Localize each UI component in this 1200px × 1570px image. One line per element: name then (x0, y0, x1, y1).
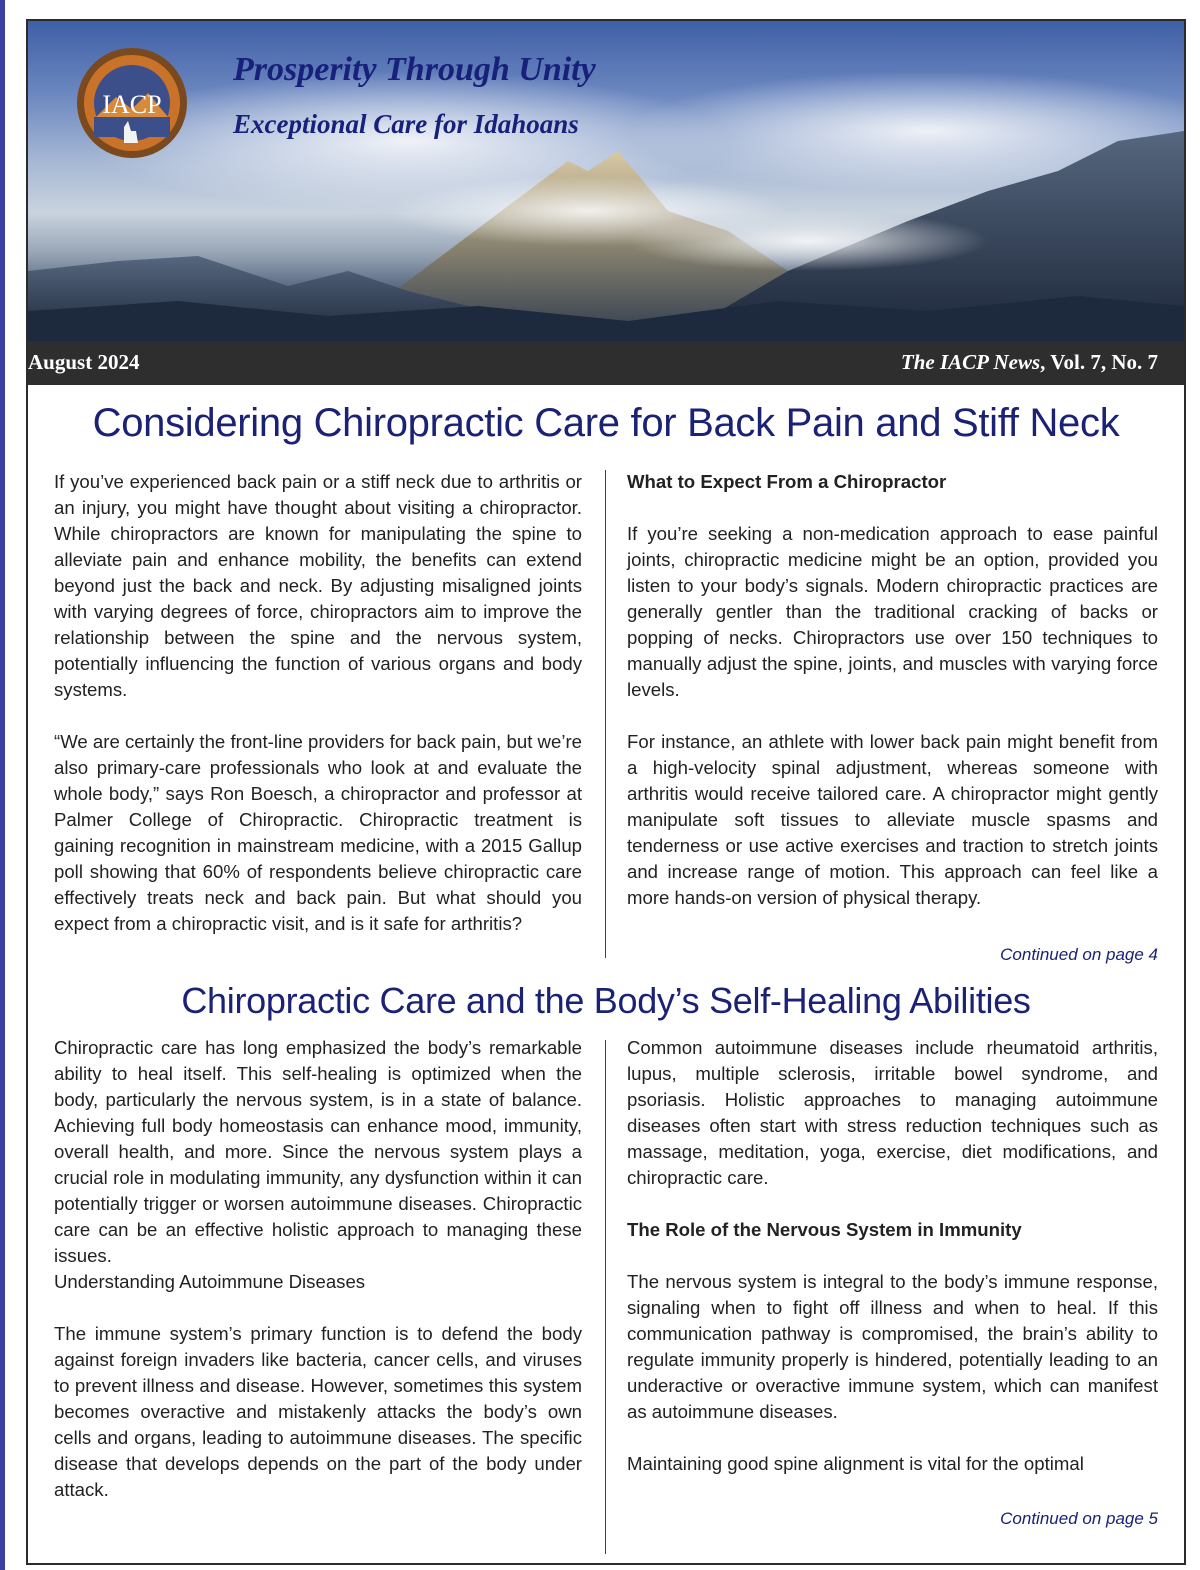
article2-subheading: The Role of the Nervous System in Immunity (627, 1219, 1022, 1240)
article2-subheading: Understanding Autoimmune Diseases (54, 1271, 366, 1292)
slogan-prosperity: Prosperity Through Unity (233, 51, 596, 88)
iacp-logo (76, 47, 188, 159)
slogan-exceptional-care: Exceptional Care for Idahoans (233, 109, 579, 139)
article1-left-column (54, 469, 582, 937)
article2-paragraph: Common autoimmune diseases include rheumatoid arthritis, lupus, multiple sclerosis, irritable bowel syndrome, and psoriasis. Holistic approaches to managing autoimmune diseases often start with stress reduction techniques such as massage, meditation, yoga, exercise, diet modifications, and chiropractic care. (627, 1037, 1158, 1188)
article2-left-column (54, 1035, 582, 1503)
page-edge-bar (0, 0, 5, 1570)
svg-text:IACP: IACP (102, 90, 162, 119)
article1-paragraph: If you’ve experienced back pain or a stiff neck due to arthritis or an injury, you might have thought about visiting a chiropractor. While chiropractors are known for manipulating the spine to alleviate pain and enhance mobility, the benefits can extend beyond just the back and neck. By adjusting misaligned joints with varying degrees of force, chiropractors aim to improve the relationship between the spine and the nervous system, potentially influencing the function of various organs and body systems. (54, 471, 582, 700)
column-divider (605, 1040, 606, 1554)
article2-paragraph: Maintaining good spine alignment is vital for the optimal (627, 1453, 1084, 1474)
issue-date: August 2024 (28, 350, 140, 374)
article1-continued-link[interactable]: Continued on page 4 (1000, 945, 1158, 964)
article2-paragraph: The nervous system is integral to the body’s immune response, signaling when to fight off illness and when to heal. If this communication pathway is compromised, the brain’s ability to regulate immunity properly is hindered, potentially leading to an underactive or overactive immune system, which can manifest as autoimmune diseases. (627, 1271, 1158, 1422)
article2-paragraph: The immune system’s primary function is to defend the body against foreign invaders like bacteria, cancer cells, and viruses to prevent illness and disease. However, sometimes this system becomes overactive and mistakenly attacks the body’s own cells and organs, leading to autoimmune diseases. The specific disease that develops depends on the part of the body under attack. (54, 1323, 582, 1500)
issue-volume: , Vol. 7, No. 7 (1040, 350, 1158, 374)
article1-paragraph: For instance, an athlete with lower back pain might benefit from a high-velocity spinal adjustment, whereas someone with arthritis would receive tailored care. A chiropractor might gently manipulate soft tissues to alleviate muscle spasms and tenderness or use active exercises and traction to stretch joints and increase range of motion. This approach can feel like a more hands-on version of physical therapy. (627, 731, 1158, 908)
publication-name: The IACP News (900, 350, 1041, 374)
issue-bar (28, 341, 1184, 385)
article1-subheading: What to Expect From a Chiropractor (627, 471, 947, 492)
article2-paragraph: Chiropractic care has long emphasized the body’s remarkable ability to heal itself. This self-healing is optimized when the body, particularly the nervous system, is in a state of balance. Achieving full body homeostasis can enhance mood, immunity, overall health, and more. Since the nervous system plays a crucial role in modulating immunity, any dysfunction within it can potentially trigger or worsen autoimmune diseases. Chiropractic care can be an effective holistic approach to managing these issues. (54, 1037, 582, 1266)
issue-info (901, 350, 1158, 375)
header-banner (28, 21, 1184, 341)
article1-title: Considering Chiropractic Care for Back Pain and Stiff Neck (92, 401, 1120, 445)
article2-continued-link[interactable]: Continued on page 5 (1000, 1509, 1158, 1528)
article1-right-column (627, 469, 1158, 911)
article2-title: Chiropractic Care and the Body’s Self-Healing Abilities (181, 980, 1031, 1021)
article2-right-column (627, 1035, 1158, 1477)
mountain-landscape-image (28, 21, 1184, 341)
article1-paragraph: If you’re seeking a non-medication approach to ease painful joints, chiropractic medicine might be an option, provided you listen to your body’s signals. Modern chiropractic practices are generally gentler than the traditional cracking of backs or popping of necks. Chiropractors use over 150 techniques to manually adjust the spine, joints, and muscles with varying force levels. (627, 523, 1158, 700)
column-divider (605, 470, 606, 958)
article1-paragraph: “We are certainly the front-line providers for back pain, but we’re also primary-care professionals who look at and evaluate the whole body,” says Ron Boesch, a chiropractor and professor at Palmer College of Chiropractic. Chiropractic treatment is gaining recognition in mainstream medicine, with a 2015 Gallup poll showing that 60% of respondents believe chiropractic care effectively treats neck and back pain. But what should you expect from a chiropractic visit, and is it safe for arthritis? (54, 731, 582, 934)
